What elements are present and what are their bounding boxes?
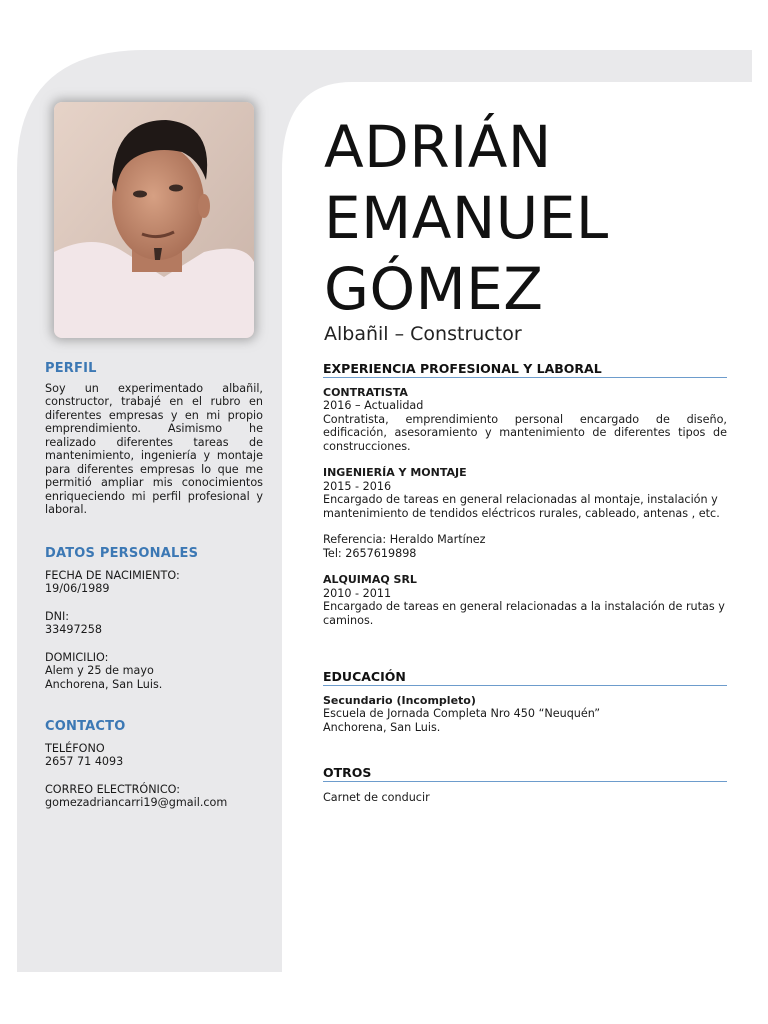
email-label: CORREO ELECTRÓNICO: [45,782,181,796]
email-value: gomezadriancarri19@gmail.com [45,796,228,809]
name-line-3: GÓMEZ [324,255,544,323]
job-entry [323,466,727,560]
others-section [323,766,727,804]
job-reference: Referencia: Heraldo Martínez [323,533,486,546]
education-heading: EDUCACIÓN [323,670,727,686]
contact-heading: CONTACTO [45,719,126,734]
job-dates: 2016 – Actualidad [323,399,424,412]
name-line-2: EMANUEL [324,184,609,252]
address-label: DOMICILIO: [45,650,109,664]
profile-photo [54,102,254,338]
person-name [324,112,609,325]
profile-heading: PERFIL [45,361,97,376]
job-entry [323,573,727,627]
profile-section [45,362,263,517]
dni-value: 33497258 [45,623,102,636]
birth-value: 19/06/1989 [45,582,110,595]
phone-label: TELÉFONO [45,741,105,755]
others-heading: OTROS [323,766,727,782]
name-line-1: ADRIÁN [324,113,552,181]
job-dates: 2015 - 2016 [323,479,392,493]
job-description: Encargado de tareas en general relacionadas al montaje, instalación y mantenimiento de tendidos eléctricos rurales, cableado, antenas , etc. [323,493,720,520]
education-section [323,670,727,734]
dni-label: DNI: [45,609,70,623]
contact-section [45,720,263,810]
personal-data-heading: DATOS PERSONALES [45,546,199,561]
personal-data-section [45,547,263,691]
education-place: Anchorena, San Luis. [323,720,441,734]
education-school: Escuela de Jornada Completa Nro 450 “Neuquén” [323,707,601,720]
job-description: Contratista, emprendimiento personal encargado de diseño, edificación, asesoramiento y mantenimiento de diferentes tipos de construcciones. [323,412,727,453]
job-title: CONTRATISTA [323,385,408,399]
address-line-2: Anchorena, San Luis. [45,677,163,691]
job-subtitle: Albañil – Constructor [324,323,522,345]
phone-value: 2657 71 4093 [45,755,124,768]
others-text: Carnet de conducir [323,790,430,804]
experience-section [323,362,727,627]
experience-heading: EXPERIENCIA PROFESIONAL Y LABORAL [323,362,727,378]
profile-text: Soy un experimentado albañil, constructor, trabajé en el rubro en diferentes empresas y en mi propio emprendimiento. Asimismo he realizado diferentes tareas de mantenimiento, ingeniería y montaje para diferentes empresas lo que me permitió ampliar mis conocimientos enriqueciendo mi perfil profesional y laboral. [45,381,263,516]
job-entry [323,386,727,454]
education-title: Secundario (Incompleto) [323,693,476,707]
job-reference-phone: Tel: 2657619898 [323,546,417,560]
address-line-1: Alem y 25 de mayo [45,664,154,677]
job-title: ALQUIMAQ SRL [323,573,417,586]
birth-label: FECHA DE NACIMIENTO: [45,568,180,582]
job-title: INGENIERÍA Y MONTAJE [323,466,467,479]
job-dates: 2010 - 2011 [323,586,392,600]
job-description: Encargado de tareas en general relacionadas a la instalación de rutas y caminos. [323,600,725,627]
